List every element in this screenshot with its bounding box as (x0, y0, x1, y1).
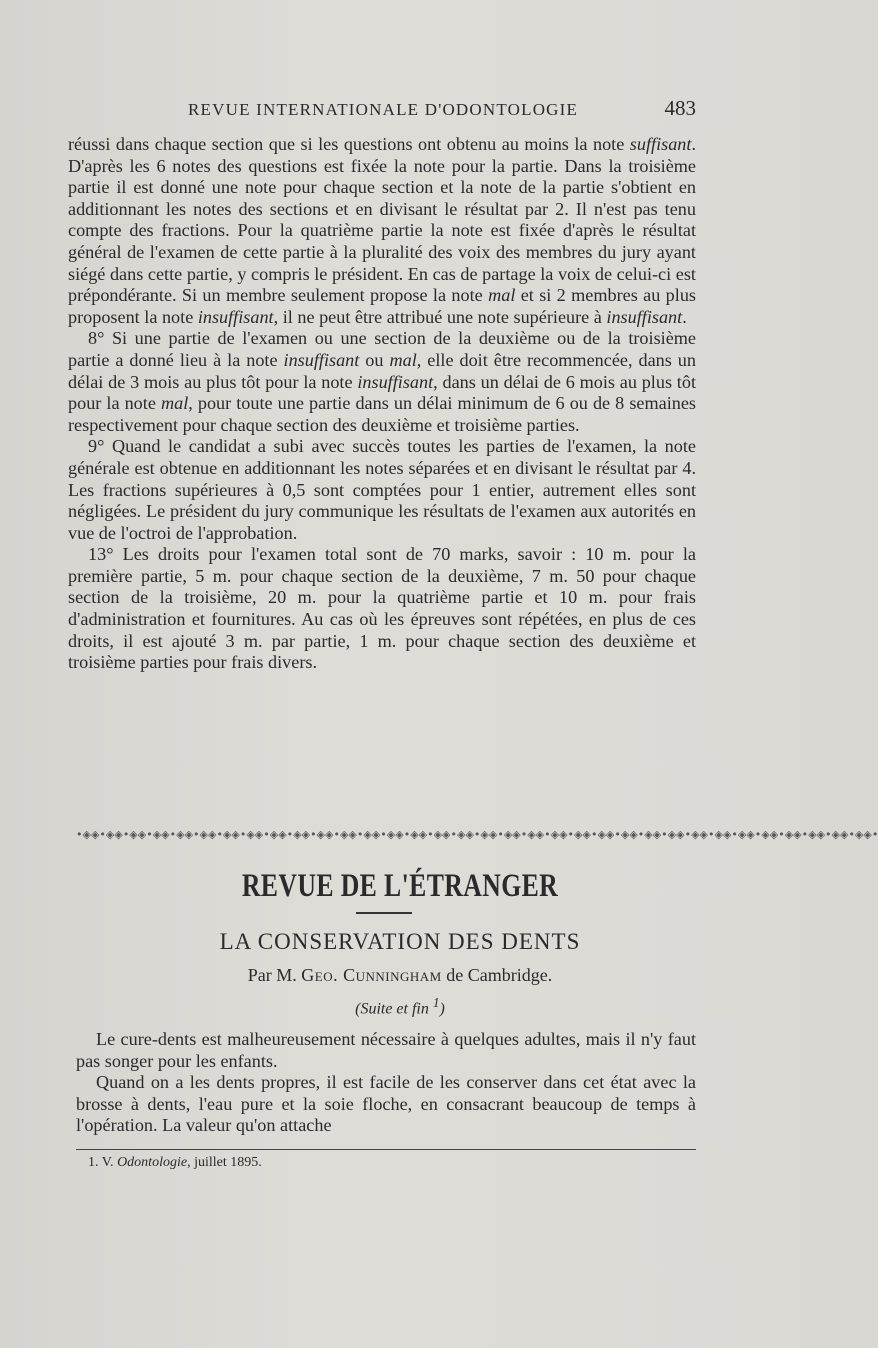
byline: Par M. Geo. Cunningham de Cambridge. (247, 965, 553, 985)
author-name: Geo. Cunningham (301, 965, 442, 985)
paragraph-2: 8° Si une partie de l'examen ou une section de la deuxième ou de la troisième partie a donné lieu à la note insuffisant ou mal, elle doit être recommencée, dans un délai de 3 mois au plus tôt pour la note insuffisant, dans un délai de 6 mois au plus tôt pour la note mal, pour toute une partie dans un délai minimum de 6 ou de 8 semaines respectivement pour chaque section des deuxième et troisième parties. (68, 328, 697, 435)
footnote-rule (76, 1149, 696, 1150)
article-title: LA CONSERVATION DES DENTS (219, 929, 581, 954)
ornamental-divider: •◈◈•◈◈•◈◈•◈◈•◈◈•◈◈•◈◈•◈◈•◈◈•◈◈•◈◈•◈◈•◈◈•◈◈•◈◈•◈◈•◈◈•◈◈•◈◈•◈◈•◈◈•◈◈•◈◈•◈◈•◈◈•◈◈•◈◈•◈◈•◈◈•◈◈•◈◈•◈◈•◈◈•◈◈• (76, 828, 878, 841)
article-paragraph-1: Le cure-dents est malheureusement nécessaire à quelques adultes, mais il n'y faut pas songer pour les enfants. (76, 1029, 696, 1071)
section-title: REVUE DE L'ÉTRANGER (241, 868, 559, 904)
article-body (76, 1029, 696, 1137)
footnote-marker: 1 (432, 995, 440, 1010)
page-number: 483 (664, 96, 696, 120)
article-paragraph-2: Quand on a les dents propres, il est facile de les conserver dans cet état avec la brosse à dents, l'eau pure et la soie floche, en consacrant beaucoup de temps à l'opération. La valeur qu'on attache (76, 1072, 696, 1136)
footnote: 1. V. Odontologie, juillet 1895. (88, 1155, 262, 1170)
paragraph-1: réussi dans chaque section que si les questions ont obtenu au moins la note suffisant. D'après les 6 notes des questions est fixée la note pour la partie. Dans la troisième partie il est donné une note pour chaque section et la note de la partie s'obtient en additionnant les notes des sections et en divisant le résultat par 2. Il n'est pas tenu compte des fractions. Pour la quatrième partie la note est fixée d'après le résultat général de l'examen de cette partie à la pluralité des voix des membres du jury ayant siégé dans cette partie, y compris le président. En cas de partage la voix de celui-ci est prépondérante. Si un membre seulement propose la note mal et si 2 membres au plus proposent la note insuffisant, il ne peut être attribué une note supérieure à insuffisant. (68, 134, 696, 327)
continuation-note: (Suite et fin $^1$) (355, 995, 445, 1018)
body-text (68, 134, 696, 674)
running-head (68, 96, 696, 126)
title-rule (356, 912, 412, 914)
paragraph-4: 13° Les droits pour l'examen total sont de 70 marks, savoir : 10 m. pour la première partie, 5 m. pour chaque section de la deuxième, 7 m. 50 pour chaque section de la troisième, 20 m. pour la quatrième partie et 10 m. pour frais d'administration et fournitures. Au cas où les épreuves sont répétées, en plus de ces droits, il est ajouté 3 m. par partie, 1 m. pour chaque section des deuxième et troisième parties pour frais divers. (68, 544, 696, 673)
paragraph-3: 9° Quand le candidat a subi avec succès toutes les parties de l'examen, la note générale est obtenue en additionnant les notes séparées et en divisant le résultat par 4. Les fractions supérieures à 0,5 sont comptées pour 1 entier, autrement elles sont négligées. Le président du jury communique les résultats de l'examen aux autorités en vue de l'octroi de l'approbation. (68, 436, 696, 543)
running-head-title: REVUE INTERNATIONALE D'ODONTOLOGIE (188, 100, 579, 119)
